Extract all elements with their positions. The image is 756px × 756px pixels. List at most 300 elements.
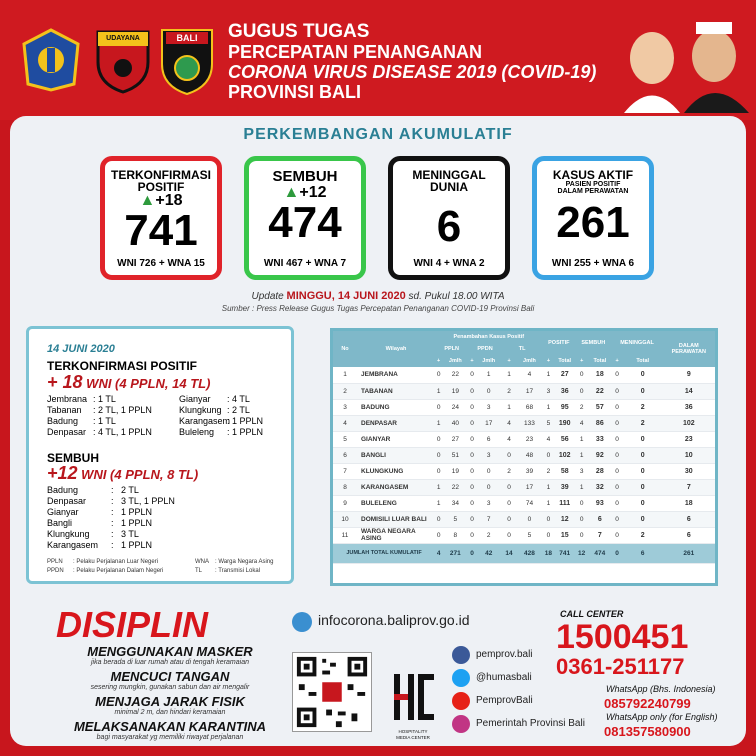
rule-title: MELAKSANAKAN KARANTINA: [73, 719, 267, 734]
table-cell: 56: [554, 431, 575, 447]
section-title: PERKEMBANGAN AKUMULATIF: [243, 126, 513, 143]
table-cell: 39: [554, 479, 575, 495]
table-cell: 19: [442, 383, 468, 399]
recovered-region-cell: Bangli: [47, 518, 73, 528]
rule-title: MENJAGA JARAK FISIK: [95, 694, 245, 709]
table-cell: 0: [468, 479, 475, 495]
positive-increase-detail: WNI (4 PPLN, 14 TL): [86, 376, 211, 391]
table-cell: 0: [435, 447, 442, 463]
social-link[interactable]: pemprov.bali: [476, 649, 533, 660]
table-row: [333, 367, 715, 383]
table-cell: 51: [442, 447, 468, 463]
table-cell: 14: [663, 383, 715, 399]
table-cell: 102: [663, 415, 715, 431]
table-cell: 11: [333, 527, 357, 543]
card-value: 6: [436, 202, 462, 251]
table-cell: 0: [543, 511, 555, 527]
table-cell: 0: [575, 527, 588, 543]
table-cell: 1: [543, 367, 555, 383]
recovered-region-cell: Klungkung: [47, 529, 90, 539]
table-cell: KLUNGKUNG: [357, 463, 435, 479]
table-cell: 1: [543, 495, 555, 511]
th-dalam: DALAM: [678, 343, 699, 349]
table-cell: 1: [502, 367, 517, 383]
recovered-region-cell: :: [111, 496, 114, 506]
table-cell: 2: [623, 527, 663, 543]
header-line-4: PROVINSI BALI: [228, 82, 362, 102]
hmc-label-2: MEDIA CENTER: [396, 735, 430, 740]
table-cell: 4: [516, 367, 542, 383]
note-cell: TL: [195, 568, 203, 574]
table-cell: 4: [502, 415, 517, 431]
daily-detail-box: [26, 326, 294, 584]
table-cell: 1: [476, 367, 502, 383]
card-increase-value: +18: [155, 192, 183, 209]
recovered-region-cell: :: [111, 507, 114, 517]
table-row: [333, 511, 715, 527]
recovered-region-cell: Badung: [47, 485, 79, 495]
positive-region-cell: : 1 PPLN: [227, 416, 264, 426]
table-cell: 6: [663, 511, 715, 527]
table-cell: 0: [543, 527, 555, 543]
header-title: [228, 22, 596, 102]
table-total-cell: 741: [554, 543, 575, 563]
table-cell: 2: [543, 463, 555, 479]
table-cell: 0: [543, 447, 555, 463]
table-total-cell: 428: [516, 543, 542, 563]
recovered-region-cell: 2 TL: [121, 485, 139, 495]
table-row: [333, 527, 715, 543]
table-cell: 7: [588, 527, 611, 543]
table-cell: 1: [575, 447, 588, 463]
th-sub: Total: [588, 355, 611, 367]
table-cell: 39: [516, 463, 542, 479]
table-cell: 0: [623, 495, 663, 511]
recovered-region-cell: :: [111, 518, 114, 528]
table-cell: 57: [588, 399, 611, 415]
table-cell: 1: [575, 431, 588, 447]
table-cell: BADUNG: [357, 399, 435, 415]
card-label: TERKONFIRMASI: [111, 168, 211, 182]
note-cell: PPDN: [47, 568, 64, 574]
positive-increase: [47, 372, 210, 393]
whatsapp-id-number[interactable]: 085792240799: [604, 696, 691, 711]
table-cell: 9: [333, 495, 357, 511]
positive-title: TERKONFIRMASI POSITIF: [47, 359, 197, 373]
recovered-region-cell: :: [111, 540, 114, 550]
table-cell: GIANYAR: [357, 431, 435, 447]
table-cell: 0: [623, 431, 663, 447]
table-total-cell: 42: [476, 543, 502, 563]
table-cell: 3: [476, 447, 502, 463]
hmc-label-1: HOSPITALITY: [398, 729, 428, 734]
table-cell: 6: [476, 431, 502, 447]
th-ppdn: PPDN: [468, 343, 501, 355]
table-cell: 0: [502, 511, 517, 527]
table-cell: 0: [502, 447, 517, 463]
table-cell: 133: [516, 415, 542, 431]
table-cell: 0: [502, 495, 517, 511]
table-cell: 74: [516, 495, 542, 511]
table-cell: 2: [476, 527, 502, 543]
table-cell: 1: [435, 383, 442, 399]
th-sub: +: [543, 355, 555, 367]
table-cell: DENPASAR: [357, 415, 435, 431]
card-increase-value: +12: [299, 184, 327, 201]
card-sub-2: DALAM PERAWATAN: [557, 188, 629, 195]
card-breakdown: WNI 255 + WNA 6: [551, 258, 635, 269]
table-cell: 0: [611, 367, 622, 383]
card-breakdown: WNI 4 + WNA 2: [413, 258, 485, 269]
up-arrow-icon: ▲: [283, 184, 300, 201]
update-prefix: Update: [251, 291, 284, 302]
table-cell: 2: [333, 383, 357, 399]
card-label: MENINGGAL: [412, 168, 486, 182]
table-cell: 5: [516, 527, 542, 543]
table-cell: 0: [468, 463, 475, 479]
table-cell: 0: [516, 511, 542, 527]
table-cell: 1: [435, 495, 442, 511]
th-sub: +: [502, 355, 517, 367]
udayana-label: UDAYANA: [106, 35, 140, 42]
call-center-number-1[interactable]: 1500451: [556, 618, 689, 656]
table-cell: 17: [476, 415, 502, 431]
table-cell: 0: [611, 463, 622, 479]
positive-region-cell: Klungkung: [179, 405, 222, 415]
table-cell: 4: [333, 415, 357, 431]
card-recovered: [244, 156, 366, 280]
positive-region-cell: : 4 TL: [227, 394, 250, 404]
table-cell: 5: [333, 431, 357, 447]
table-cell: 3: [476, 399, 502, 415]
table-cell: 0: [476, 383, 502, 399]
card-breakdown: WNI 467 + WNA 7: [263, 258, 347, 269]
table-cell: 19: [442, 463, 468, 479]
table-cell: 0: [575, 367, 588, 383]
table-cell: JEMBRANA: [357, 367, 435, 383]
udayana-military-emblem: [94, 28, 152, 94]
note-cell: WNA: [195, 559, 209, 565]
card-active: [532, 156, 654, 280]
recovered-region-cell: :: [111, 529, 114, 539]
table-body: [333, 367, 715, 563]
card-label-2: DUNIA: [430, 180, 468, 194]
whatsapp-en-label: WhatsApp only (for English): [606, 712, 718, 722]
note-cell: : Pelaku Perjalanan Dalam Negeri: [73, 568, 164, 574]
table-cell: 17: [516, 383, 542, 399]
positive-region-cell: Buleleng: [179, 427, 215, 437]
rule-subtitle: minimal 2 m, dan hindari keramaian: [114, 709, 226, 716]
table-cell: 0: [611, 399, 622, 415]
positive-region-cell: Karangasem: [179, 416, 231, 426]
table-cell: 102: [554, 447, 575, 463]
whatsapp-id-label: WhatsApp (Bhs. Indonesia): [606, 684, 716, 694]
table-cell: KARANGASEM: [357, 479, 435, 495]
social-link[interactable]: Pemerintah Provinsi Bali: [476, 718, 585, 729]
table-cell: 1: [543, 399, 555, 415]
th-sub: +: [435, 355, 442, 367]
card-breakdown: WNI 726 + WNA 15: [117, 258, 205, 269]
table-cell: 4: [543, 431, 555, 447]
table-cell: 30: [663, 463, 715, 479]
table-total-cell: 0: [468, 543, 475, 563]
table-row: [333, 495, 715, 511]
facebook-icon: [452, 646, 470, 664]
recovered-increase-big: +12: [47, 463, 78, 483]
table-cell: 0: [623, 511, 663, 527]
table-total-cell: 18: [543, 543, 555, 563]
th-positif: POSITIF: [543, 331, 576, 355]
table-cell: 95: [554, 399, 575, 415]
bali-logo-label: BALI: [176, 33, 198, 43]
th-sub: Total: [623, 355, 663, 367]
table-total-cell: JUMLAH TOTAL KUMULATIF: [333, 543, 435, 563]
table-cell: 190: [554, 415, 575, 431]
table-cell: 4: [502, 431, 517, 447]
table-cell: 0: [435, 431, 442, 447]
table-cell: 0: [611, 415, 622, 431]
table-cell: 18: [663, 495, 715, 511]
table-cell: 27: [554, 367, 575, 383]
globe-icon: [292, 612, 312, 632]
table-cell: 36: [554, 383, 575, 399]
table-cell: 6: [333, 447, 357, 463]
table-row: [333, 479, 715, 495]
table-row: [333, 383, 715, 399]
recovered-region-cell: 1 PPLN: [121, 540, 153, 550]
bali-police-emblem: [158, 26, 216, 96]
leaders-portrait-icon: [614, 8, 754, 113]
youtube-icon: [452, 692, 470, 710]
table-cell: 0: [435, 463, 442, 479]
table-cell: 27: [442, 431, 468, 447]
table-cell: 10: [333, 511, 357, 527]
table-cell: BULELENG: [357, 495, 435, 511]
table-cell: 2: [575, 399, 588, 415]
table-cell: 22: [442, 367, 468, 383]
rule-title: MENGGUNAKAN MASKER: [87, 644, 253, 659]
detail-date: 14 JUNI 2020: [47, 343, 115, 355]
instagram-icon: [452, 715, 470, 733]
table-cell: 12: [554, 511, 575, 527]
th-sub: +: [611, 355, 622, 367]
table-cell: 0: [435, 527, 442, 543]
hospitality-media-center-logo: [388, 672, 438, 742]
table-cell: 92: [588, 447, 611, 463]
card-label: SEMBUH: [272, 168, 338, 185]
rule-subtitle: bagi masyarakat yg memiliki riwayat perjalanan: [96, 734, 244, 741]
table-cell: 6: [663, 527, 715, 543]
table-cell: 1: [333, 367, 357, 383]
note-cell: : Warga Negara Asing: [215, 559, 274, 565]
recovered-region-cell: 3 TL: [121, 529, 139, 539]
call-center-number-2[interactable]: 0361-251177: [556, 654, 685, 679]
social-link[interactable]: PemprovBali: [476, 695, 533, 706]
table-cell: 0: [435, 367, 442, 383]
table-cell: 7: [476, 511, 502, 527]
card-value: 741: [124, 206, 198, 255]
table-cell: 0: [575, 511, 588, 527]
social-link[interactable]: @humasbali: [476, 672, 532, 683]
table-cell: 0: [468, 431, 475, 447]
card-confirmed: [100, 156, 222, 280]
table-total-cell: 271: [442, 543, 468, 563]
table-cell: 22: [588, 383, 611, 399]
table-cell: 0: [575, 383, 588, 399]
table-cell: 0: [468, 511, 475, 527]
table-cell: 0: [468, 399, 475, 415]
positive-increase-big: + 18: [47, 372, 83, 392]
table-cell: TABANAN: [357, 383, 435, 399]
table-cell: 9: [663, 367, 715, 383]
rule-title: MENCUCI TANGAN: [110, 669, 230, 684]
header-line-1: GUGUS TUGAS: [228, 21, 370, 42]
table-cell: 23: [516, 431, 542, 447]
table-total-cell: 6: [623, 543, 663, 563]
th-sub: +: [468, 355, 475, 367]
recovered-increase: [47, 463, 198, 484]
whatsapp-en-number[interactable]: 081357580900: [604, 724, 691, 739]
card-value: 474: [268, 198, 342, 247]
table-cell: 2: [502, 463, 517, 479]
positive-region-cell: Jembrana: [47, 394, 88, 404]
twitter-icon: [452, 669, 470, 687]
positive-region-cell: : 1 PPLN: [227, 427, 264, 437]
th-sub: +: [575, 355, 588, 367]
table-cell: 0: [611, 447, 622, 463]
table-row: [333, 463, 715, 479]
table-total-row: [333, 543, 715, 563]
table-cell: WARGA NEGARA ASING: [357, 527, 435, 543]
table-cell: 24: [442, 399, 468, 415]
table-cell: 3: [575, 463, 588, 479]
recovered-region-cell: 3 TL, 1 PPLN: [121, 496, 175, 506]
table-cell: 36: [663, 399, 715, 415]
table-cell: 0: [575, 495, 588, 511]
table-cell: 3: [476, 495, 502, 511]
bali-province-emblem-icon: [22, 28, 80, 92]
table-cell: 0: [611, 383, 622, 399]
table-total-cell: 14: [502, 543, 517, 563]
table-cell: 1: [543, 479, 555, 495]
th-sembuh: SEMBUH: [575, 331, 611, 355]
table-cell: 1: [502, 399, 517, 415]
table-cell: 15: [554, 527, 575, 543]
note-cell: : Pelaku Perjalanan Luar Negeri: [73, 559, 159, 565]
table-cell: 5: [543, 415, 555, 431]
table-cell: 0: [611, 431, 622, 447]
th-dalam-perawatan: [663, 331, 715, 367]
positive-region-cell: : 1 TL: [93, 394, 116, 404]
table-cell: 0: [476, 479, 502, 495]
table-cell: 3: [333, 399, 357, 415]
table-cell: 0: [611, 527, 622, 543]
table-cell: 68: [516, 399, 542, 415]
table-cell: 28: [588, 463, 611, 479]
table-cell: 5: [442, 511, 468, 527]
positive-region-cell: : 2 TL, 1 PPLN: [93, 405, 152, 415]
recovered-region-cell: :: [111, 485, 114, 495]
th-sub: Jmlh: [516, 355, 542, 367]
table-cell: 86: [588, 415, 611, 431]
positive-region-cell: Badung: [47, 416, 79, 426]
source-line: Sumber : Press Release Gugus Tugas Percepatan Penanganan COVID-19 Provinsi Bali: [221, 304, 535, 313]
rule-subtitle: jika berada di luar rumah atau di tengah keramaian: [91, 659, 249, 666]
table-cell: 0: [468, 495, 475, 511]
table-cell: 1: [435, 415, 442, 431]
table-cell: BANGLI: [357, 447, 435, 463]
table-cell: 23: [663, 431, 715, 447]
table-cell: 58: [554, 463, 575, 479]
table-cell: 1: [435, 479, 442, 495]
th-sub: Jmlh: [476, 355, 502, 367]
hmc-logo-icon: [388, 672, 438, 724]
table-cell: 4: [575, 415, 588, 431]
rule-subtitle: sesering mungkin, gunakan sabun dan air mengalir: [90, 684, 250, 691]
table-total-cell: 4: [435, 543, 442, 563]
th-sub: Jmlh: [442, 355, 468, 367]
table-cell: 2: [502, 383, 517, 399]
positive-region-cell: Denpasar: [47, 427, 87, 437]
table-cell: 8: [333, 479, 357, 495]
table-cell: 0: [611, 511, 622, 527]
table-cell: 0: [468, 415, 475, 431]
table-cell: 0: [476, 463, 502, 479]
region-table: [333, 331, 715, 564]
table-cell: 18: [588, 367, 611, 383]
card-sub-1: PASIEN POSITIF: [565, 181, 621, 188]
th-penambahan: Penambahan Kasus Positif: [435, 331, 543, 343]
table-cell: 0: [435, 399, 442, 415]
card-label: KASUS AKTIF: [552, 168, 634, 182]
th-meninggal: MENINGGAL: [611, 331, 662, 355]
table-cell: 0: [468, 383, 475, 399]
table-cell: 22: [442, 479, 468, 495]
recovered-region-cell: 1 PPLN: [121, 507, 153, 517]
table-cell: 0: [468, 367, 475, 383]
note-cell: PPLN: [47, 559, 63, 565]
th-ppln: PPLN: [435, 343, 468, 355]
table-cell: 0: [468, 527, 475, 543]
positive-region-cell: Tabanan: [47, 405, 82, 415]
table-cell: 0: [502, 479, 517, 495]
th-perawatan: PERAWATAN: [671, 349, 706, 355]
website-link[interactable]: infocorona.baliprov.go.id: [318, 612, 470, 628]
table-cell: 7: [663, 479, 715, 495]
table-cell: 0: [502, 527, 517, 543]
recovered-region-cell: Denpasar: [47, 496, 87, 506]
table-cell: 0: [611, 495, 622, 511]
update-line: [10, 290, 746, 302]
table-cell: 0: [623, 367, 663, 383]
table-row: [333, 415, 715, 431]
table-cell: 48: [516, 447, 542, 463]
table-total-cell: 261: [663, 543, 715, 563]
card-label-2: POSITIF: [137, 180, 185, 194]
table-cell: 8: [442, 527, 468, 543]
positive-region-cell: : 1 TL: [93, 416, 116, 426]
positive-region-cell: : 2 TL: [227, 405, 250, 415]
th-sub: Total: [554, 355, 575, 367]
header-banner: [0, 0, 756, 120]
recovered-region-cell: Gianyar: [47, 507, 79, 517]
table-cell: 33: [588, 431, 611, 447]
table-cell: 1: [575, 479, 588, 495]
recovered-increase-detail: WNI (4 PPLN, 8 TL): [81, 467, 199, 482]
table-cell: 6: [588, 511, 611, 527]
table-cell: 0: [468, 447, 475, 463]
table-cell: 2: [623, 415, 663, 431]
